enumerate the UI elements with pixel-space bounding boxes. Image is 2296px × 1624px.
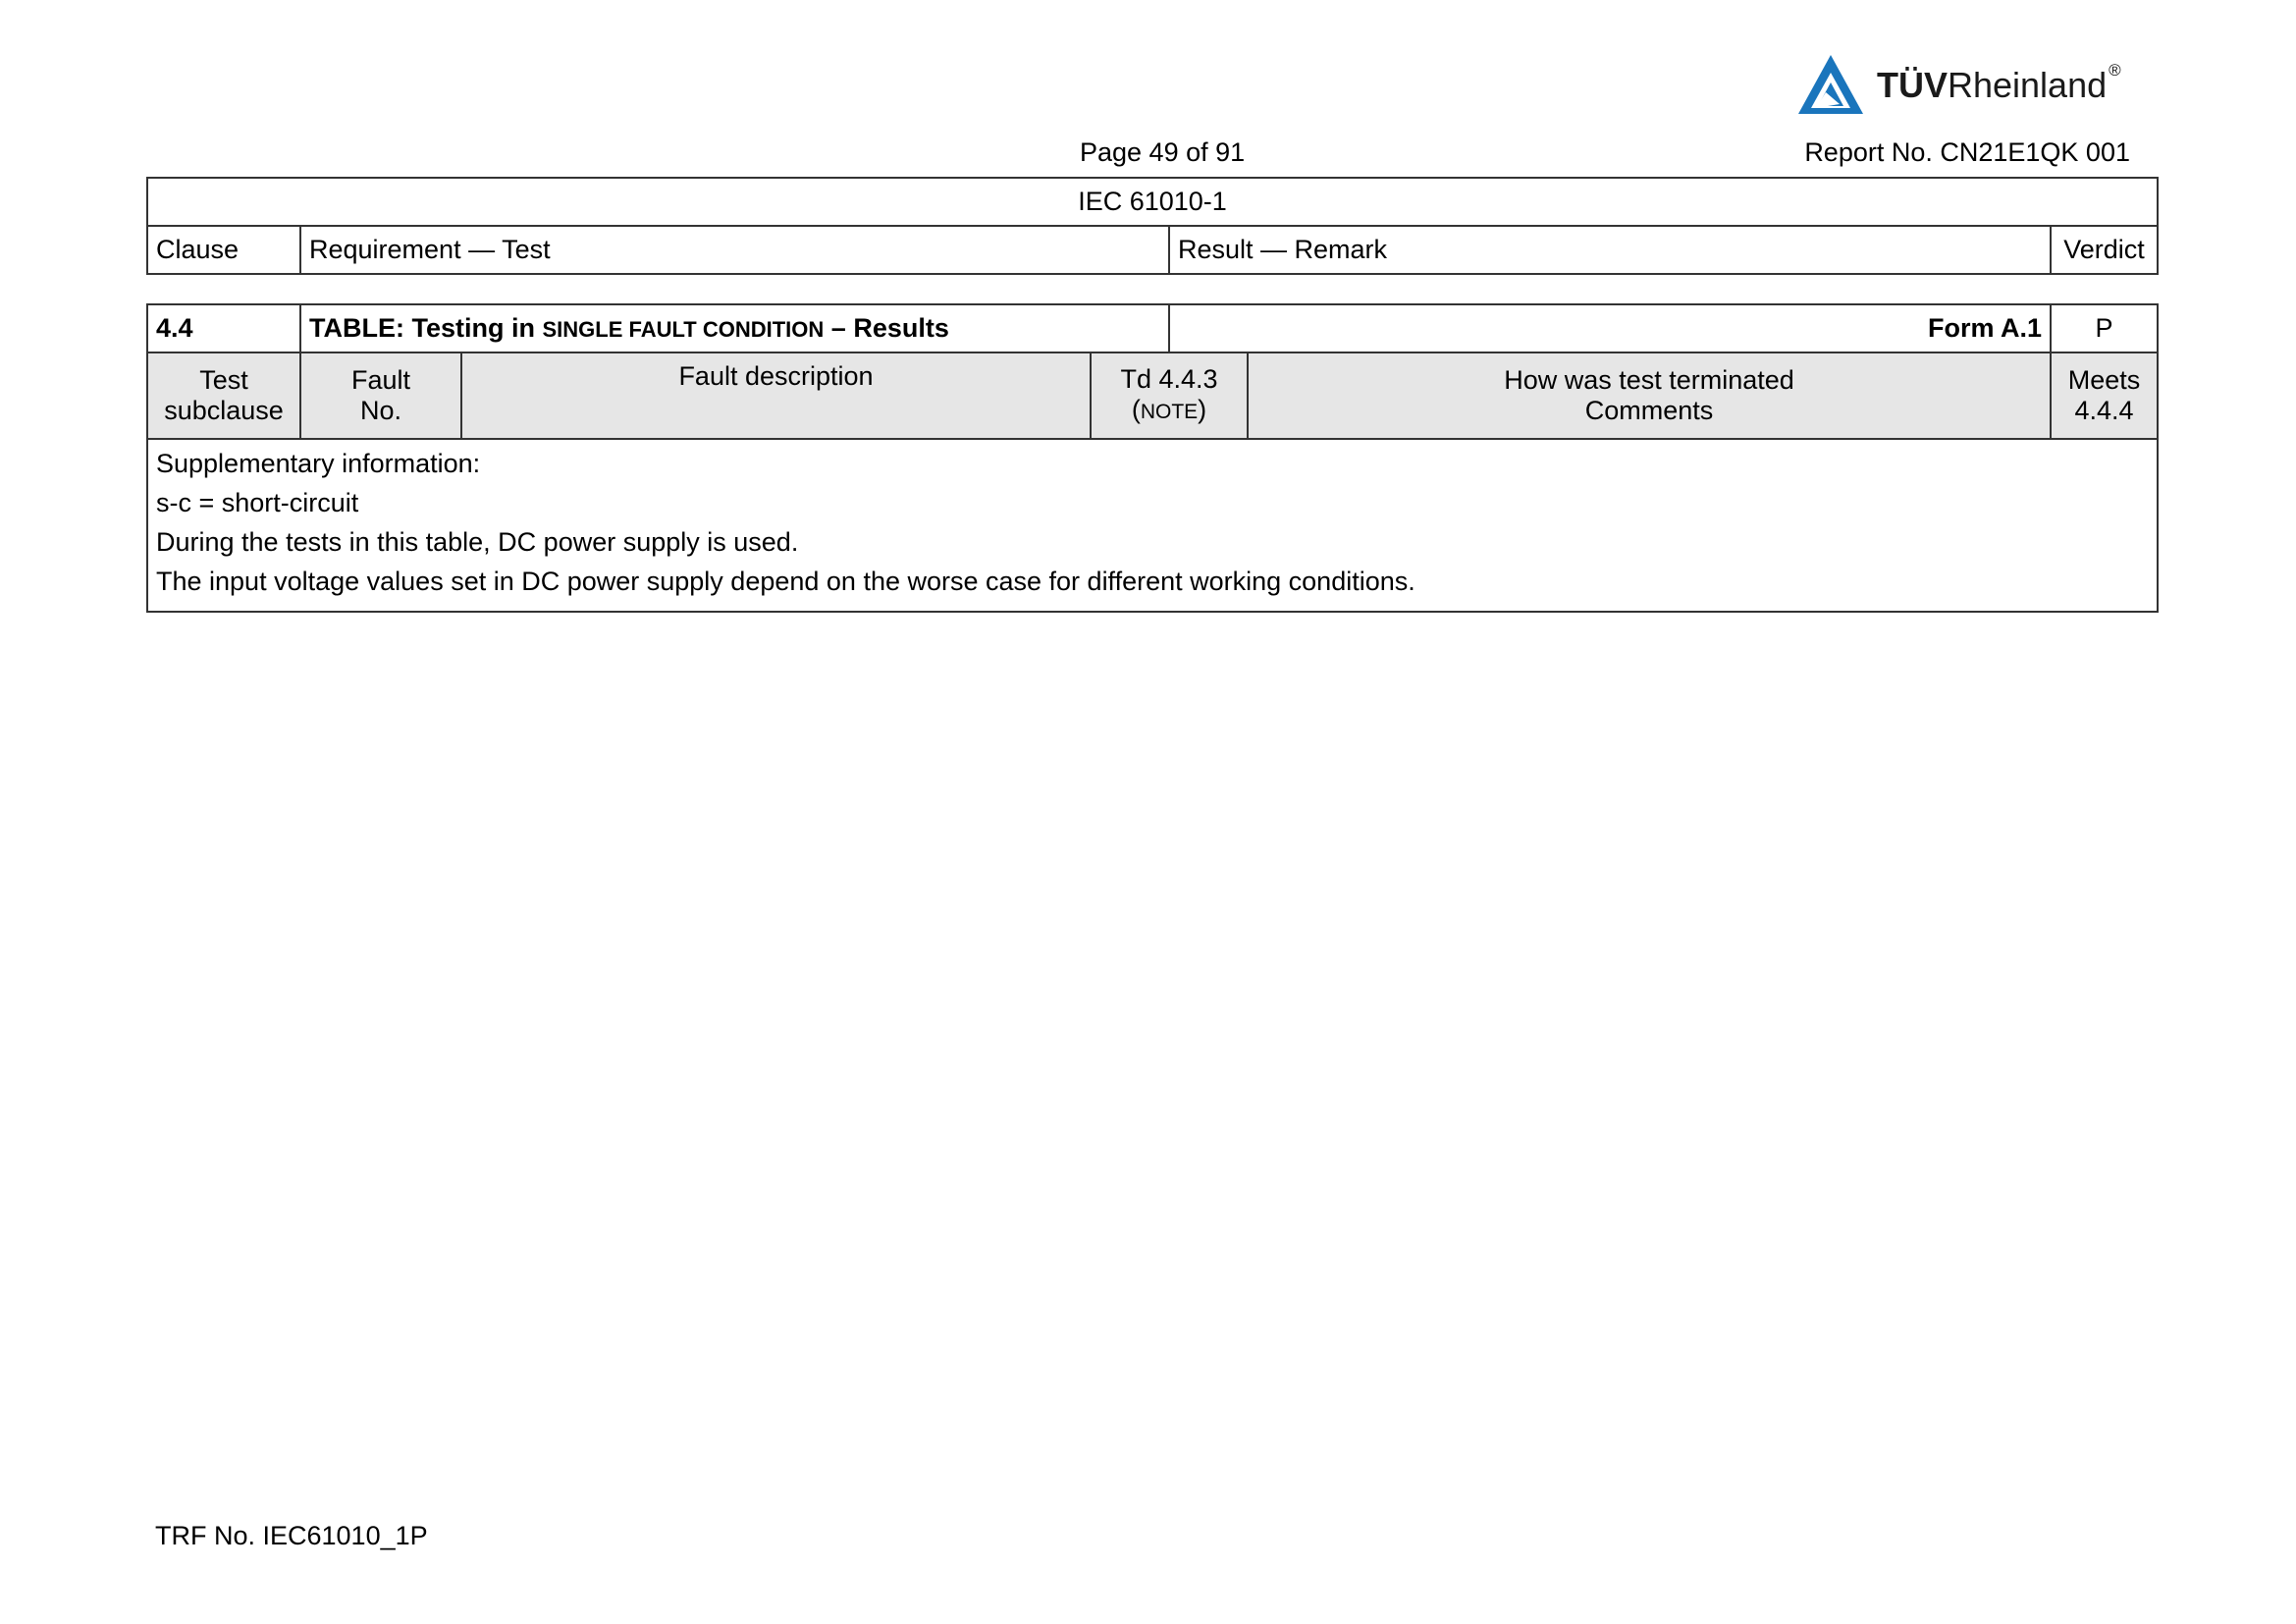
col-test-line1: Test xyxy=(199,365,248,395)
title-part-b: SINGLE FAULT CONDITION xyxy=(542,317,825,342)
col-requirement: Requirement — Test xyxy=(300,226,1169,274)
col-test-line2: subclause xyxy=(164,396,284,425)
title-part-c: – Results xyxy=(824,313,949,343)
report-number: Report No. CN21E1QK 001 xyxy=(1804,137,2130,167)
verdict-value: P xyxy=(2051,304,2158,352)
col-td-open: ( xyxy=(1131,395,1141,424)
col-test-subclause xyxy=(147,352,300,439)
col-verdict: Verdict xyxy=(2051,226,2158,274)
page-number: Page 49 of 91 xyxy=(1080,137,1246,167)
col-td-close: ) xyxy=(1198,395,1207,424)
clause-number: 4.4 xyxy=(147,304,300,352)
standard-header-table xyxy=(146,177,2159,275)
single-fault-table xyxy=(146,303,2159,613)
supplementary-line: The input voltage values set in DC power supply depend on the worse case for different working conditions. xyxy=(156,567,1415,596)
col-td-line1: Td 4.4.3 xyxy=(1120,364,1218,394)
col-fault-no xyxy=(300,352,461,439)
registered-mark: ® xyxy=(2109,61,2121,80)
column-header-row xyxy=(147,352,2158,439)
col-meets-line1: Meets xyxy=(2067,365,2141,395)
title-part-a: TABLE: Testing in xyxy=(309,313,543,343)
tuv-rheinland-logo xyxy=(1796,51,2150,120)
col-meets xyxy=(2051,352,2158,439)
triangle-logo-icon xyxy=(1796,53,1865,116)
col-meets-line2: 4.4.4 xyxy=(2074,396,2134,425)
col-how-terminated xyxy=(1248,352,2051,439)
brand-tuv: TÜV xyxy=(1877,65,1948,105)
brand-name xyxy=(1877,61,2121,106)
trf-number: TRF No. IEC61010_1P xyxy=(155,1521,428,1550)
supplementary-line: Supplementary information: xyxy=(156,449,481,478)
col-fault-description: Fault description xyxy=(461,352,1091,439)
supplementary-line: s-c = short-circuit xyxy=(156,488,359,517)
col-clause: Clause xyxy=(147,226,300,274)
col-how-line2: Comments xyxy=(1584,396,1714,425)
form-label: Form A.1 xyxy=(1169,304,2051,352)
supplementary-info xyxy=(147,439,2158,612)
supplementary-line: During the tests in this table, DC power supply is used. xyxy=(156,527,799,557)
col-td-note: NOTE xyxy=(1140,401,1199,423)
col-fault-line1: Fault xyxy=(350,365,411,395)
table-title xyxy=(300,304,1169,352)
col-fault-line2: No. xyxy=(359,396,402,425)
table-title-row xyxy=(147,304,2158,352)
standard-title: IEC 61010-1 xyxy=(147,178,2158,226)
brand-rheinland: Rheinland xyxy=(1948,65,2108,105)
col-how-line1: How was test terminated xyxy=(1504,365,1794,395)
col-td xyxy=(1091,352,1248,439)
supplementary-row xyxy=(147,439,2158,612)
col-result: Result — Remark xyxy=(1169,226,2051,274)
